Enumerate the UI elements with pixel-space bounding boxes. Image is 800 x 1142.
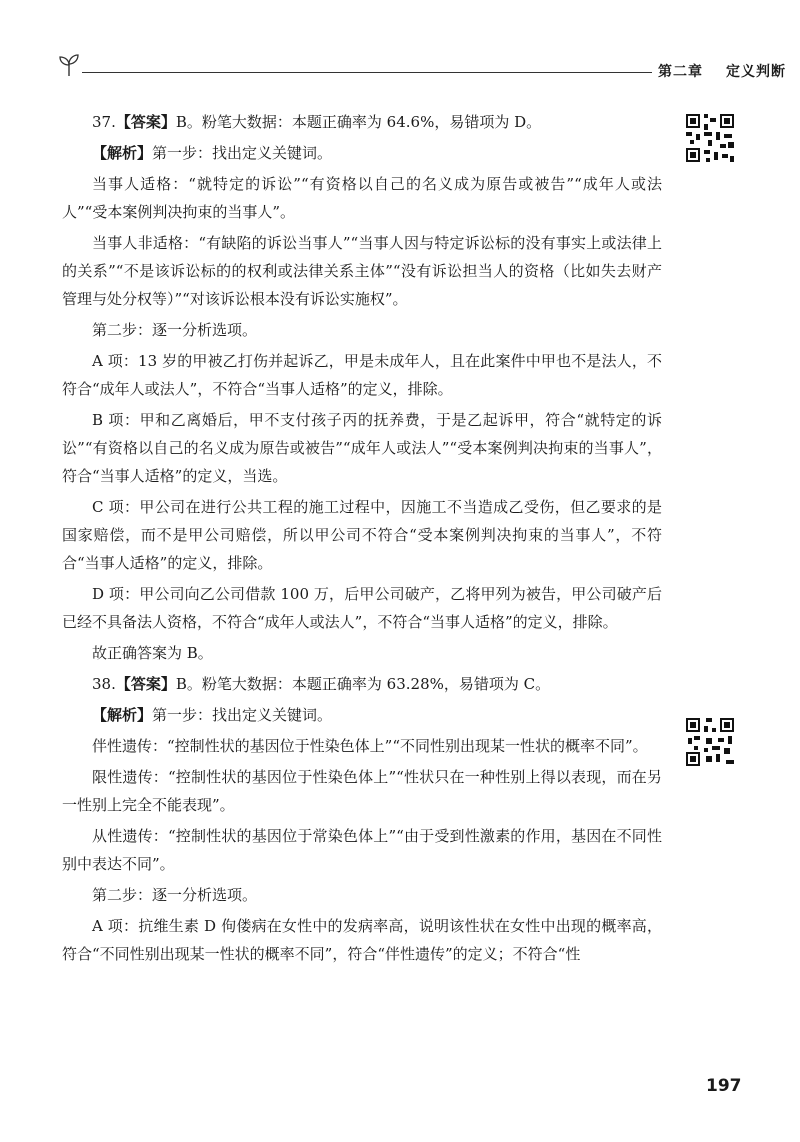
q37-paragraph-3: 第二步：逐一分析选项。 [92, 321, 258, 339]
sprout-icon [58, 52, 80, 78]
page-content [62, 108, 662, 971]
chapter-title: 定义判断 [726, 64, 786, 80]
page-header [58, 52, 800, 92]
q38-analysis-tag: 【解析】 [92, 706, 153, 724]
q37-paragraph-2: 当事人非适格：“有缺陷的诉讼当事人”“当事人因与特定诉讼标的没有事实上或法律上的关系”“不是该诉讼标的的权利或法律关系主体”“没有诉讼担当人的资格（比如失去财产管理与处分权等）”“对该诉讼根本没有诉讼实施权”。 [62, 234, 662, 308]
page-number: 197 [706, 1076, 742, 1096]
q37-answer-text: B。粉笔大数据：本题正确率为 64.6%，易错项为 D。 [175, 113, 542, 131]
q38-paragraph-1: 伴性遗传：“控制性状的基因位于性染色体上”“不同性别出现某一性状的概率不同”。 [92, 737, 648, 755]
q37-paragraph-1: 当事人适格：“就特定的诉讼”“有资格以自己的名义成为原告或被告”“成年人或法人”“受本案例判决拘束的当事人”。 [62, 175, 662, 221]
q37-analysis-text: 第一步：找出定义关键词。 [152, 144, 333, 162]
q38-analysis-line [62, 701, 662, 729]
qr-code-icon[interactable] [684, 112, 736, 164]
chapter-label: 第二章 [658, 64, 703, 80]
q38-answer-tag: 【答案】 [115, 675, 176, 693]
qr-code-icon[interactable] [684, 716, 736, 768]
q37-answer-line [62, 108, 662, 136]
q37-paragraph-5: B 项：甲和乙离婚后，甲不支付孩子丙的抚养费，于是乙起诉甲，符合“就特定的诉讼”“有资格以自己的名义成为原告或被告”“成年人或法人”“受本案例判决拘束的当事人”，符合“当事人适格”的定义，当选。 [62, 411, 662, 485]
q38-paragraph-5: A 项：抗维生素 D 佝偻病在女性中的发病率高，说明该性状在女性中出现的概率高，符合“不同性别出现某一性状的概率不同”，符合“伴性遗传”的定义；不符合“性 [62, 917, 662, 963]
q37-analysis-tag: 【解析】 [92, 144, 153, 162]
q37-analysis-line [62, 139, 662, 167]
q38-number: 38. [92, 675, 116, 693]
header-rule [82, 72, 652, 73]
q38-paragraph-4: 第二步：逐一分析选项。 [92, 886, 258, 904]
q37-number: 37. [92, 113, 116, 131]
q38-analysis-text: 第一步：找出定义关键词。 [152, 706, 333, 724]
q37-answer-tag: 【答案】 [115, 113, 176, 131]
q37-paragraph-6: C 项：甲公司在进行公共工程的施工过程中，因施工不当造成乙受伤，但乙要求的是国家赔偿，而不是甲公司赔偿，所以甲公司不符合“受本案例判决拘束的当事人”，不符合“当事人适格”的定义，排除。 [62, 498, 662, 572]
q38-answer-line [62, 670, 662, 698]
q37-paragraph-4: A 项：13 岁的甲被乙打伤并起诉乙，甲是未成年人，且在此案件中甲也不是法人，不符合“成年人或法人”，不符合“当事人适格”的定义，排除。 [62, 352, 662, 398]
q38-answer-text: B。粉笔大数据：本题正确率为 63.28%，易错项为 C。 [175, 675, 551, 693]
q37-paragraph-8: 故正确答案为 B。 [92, 644, 213, 662]
q38-paragraph-3: 从性遗传：“控制性状的基因位于常染色体上”“由于受到性激素的作用，基因在不同性别中表达不同”。 [62, 827, 662, 873]
q37-paragraph-7: D 项：甲公司向乙公司借款 100 万，后甲公司破产，乙将甲列为被告，甲公司破产后已经不具备法人资格，不符合“成年人或法人”，不符合“当事人适格”的定义，排除。 [62, 585, 662, 631]
q38-paragraph-2: 限性遗传：“控制性状的基因位于性染色体上”“性状只在一种性别上得以表现，而在另一性别上完全不能表现”。 [62, 768, 662, 814]
